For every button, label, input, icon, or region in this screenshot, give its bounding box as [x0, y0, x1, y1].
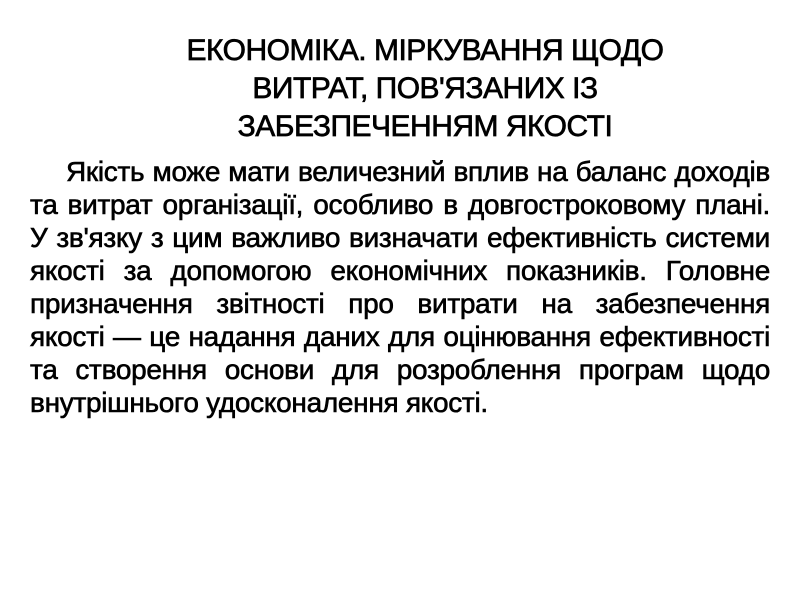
slide-title: [100, 32, 750, 146]
slide-body-paragraph: Якість може мати величезний вплив на баланс доходів та витрат організації, особливо в довгостроковому плані. У зв'язку з цим важливо визначати ефективність системи якості за допомогою економічних показників. Головне призначення звітності про витрати на забезпечення якості — це надання даних для оцінювання ефективності та створення основи для розроблення програм щодо внутрішнього удосконалення якості.: [30, 156, 770, 418]
slide-title-line-3: ЗАБЕЗПЕЧЕННЯМ ЯКОСТІ: [237, 110, 613, 143]
slide-title-line-1: ЕКОНОМІКА. МІРКУВАННЯ ЩОДО: [186, 34, 664, 67]
slide-title-line-2: ВИТРАТ, ПОВ'ЯЗАНИХ ІЗ: [252, 72, 598, 105]
